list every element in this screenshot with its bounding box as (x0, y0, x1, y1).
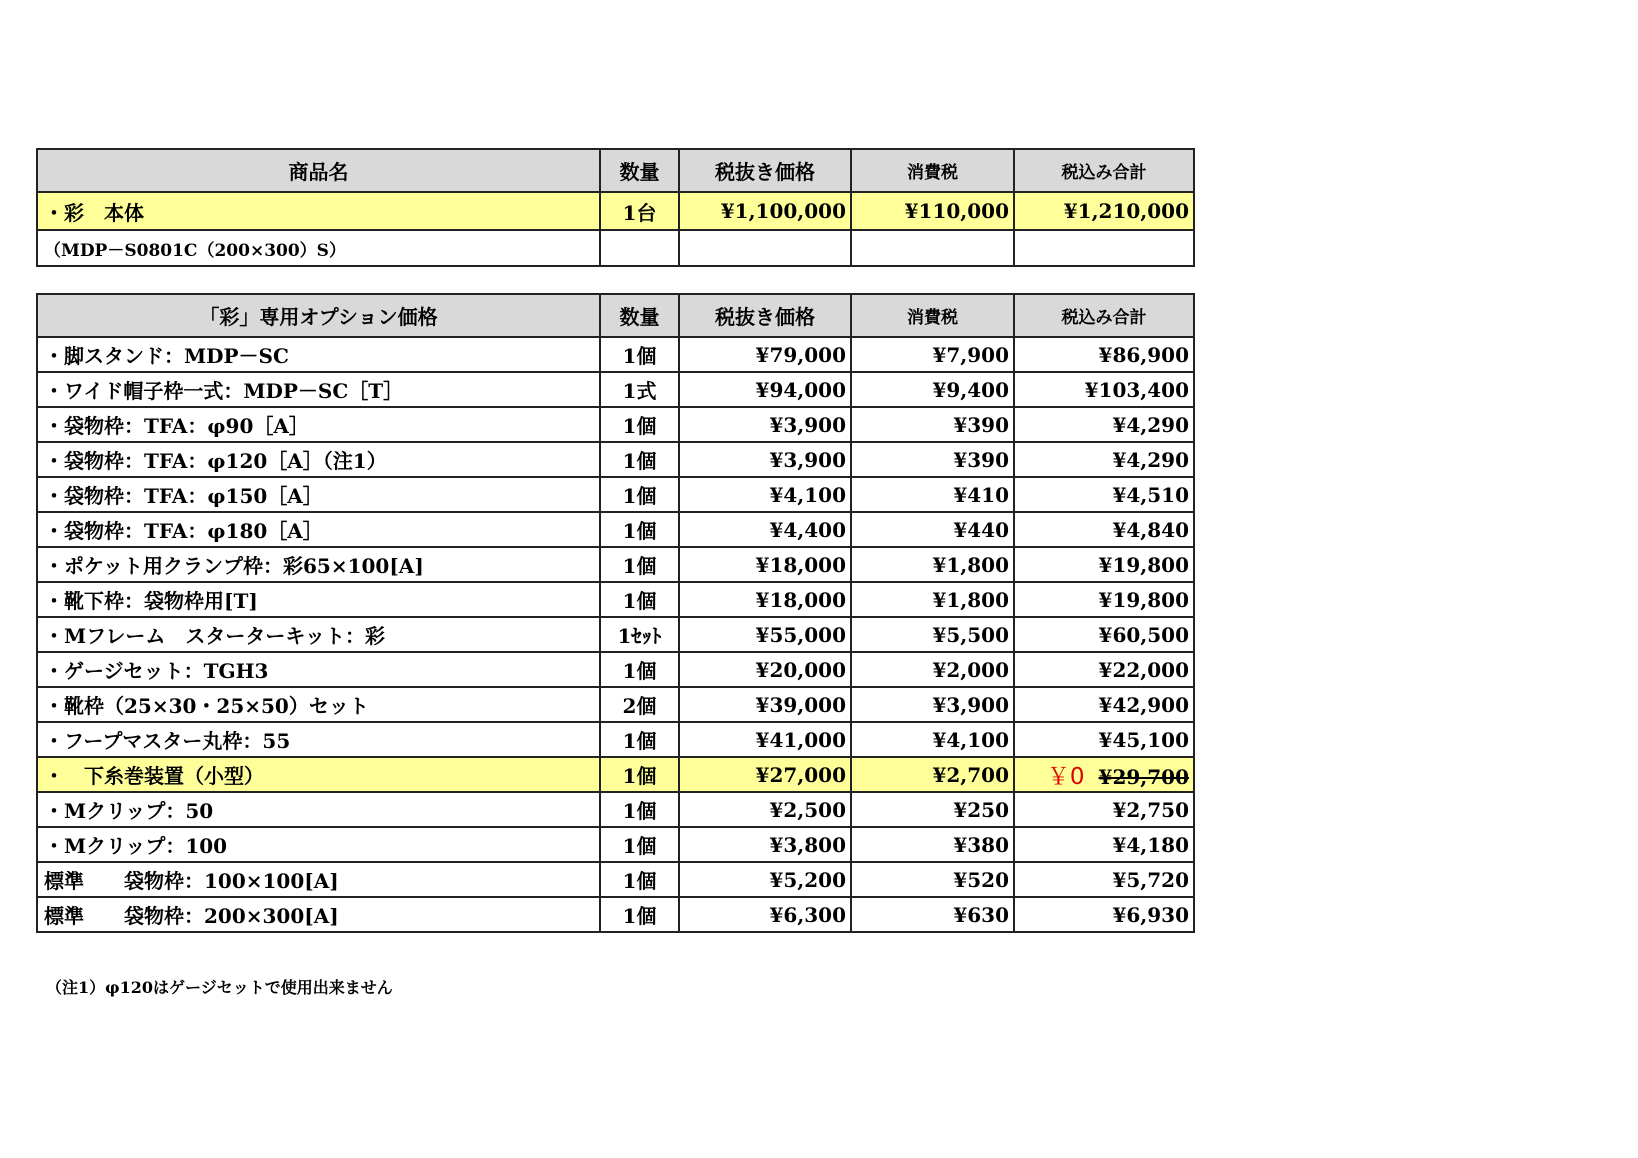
header-qty: 数量 (600, 149, 679, 192)
option-name: ・靴下枠：袋物枠用[T] (37, 582, 600, 617)
footnote: （注1）φ120はゲージセットで使用出来ません (46, 978, 393, 997)
option-total: ¥19,800 (1014, 547, 1194, 582)
option-price: ¥5,200 (679, 862, 851, 897)
option-name: ・袋物枠：TFA：φ90［A］ (37, 407, 600, 442)
option-total: ¥22,000 (1014, 652, 1194, 687)
option-qty: 1ｾｯﾄ (600, 617, 679, 652)
product-price: ¥1,100,000 (679, 192, 851, 230)
option-total: ¥19,800 (1014, 582, 1194, 617)
option-qty: 1個 (600, 862, 679, 897)
product-qty: 1台 (600, 192, 679, 230)
header-row (37, 294, 1194, 337)
option-qty: 1個 (600, 582, 679, 617)
header-total: 税込み合計 (1014, 294, 1194, 337)
product-table (36, 148, 1195, 267)
option-price: ¥4,400 (679, 512, 851, 547)
option-total: ¥6,930 (1014, 897, 1194, 932)
option-tax: ¥380 (851, 827, 1014, 862)
option-qty: 1個 (600, 792, 679, 827)
product-total: ¥1,210,000 (1014, 192, 1194, 230)
option-price: ¥2,500 (679, 792, 851, 827)
options-body (37, 792, 1194, 932)
option-tax: ¥2,700 (851, 757, 1014, 792)
header-qty: 数量 (600, 294, 679, 337)
zero-price: ￥0 (1046, 764, 1085, 790)
option-price: ¥79,000 (679, 337, 851, 372)
option-name: ・袋物枠：TFA：φ150［A］ (37, 477, 600, 512)
option-tax: ¥440 (851, 512, 1014, 547)
header-row (37, 149, 1194, 192)
header-option-name: 「彩」専用オプション価格 (37, 294, 600, 337)
options-table (36, 293, 1195, 933)
option-price: ¥3,800 (679, 827, 851, 862)
option-total: ¥103,400 (1014, 372, 1194, 407)
option-tax: ¥4,100 (851, 722, 1014, 757)
option-name: ・ 下糸巻装置（小型） (37, 757, 600, 792)
option-price: ¥3,900 (679, 442, 851, 477)
option-name: ・袋物枠：TFA：φ180［A］ (37, 512, 600, 547)
highlight-body (37, 757, 1194, 792)
option-qty: 1個 (600, 757, 679, 792)
option-price: ¥41,000 (679, 722, 851, 757)
option-name: ・袋物枠：TFA：φ120［A］（注1） (37, 442, 600, 477)
option-total (1014, 757, 1194, 792)
option-qty: 2個 (600, 687, 679, 722)
table-row (37, 722, 1194, 757)
option-tax: ¥390 (851, 407, 1014, 442)
option-tax: ¥410 (851, 477, 1014, 512)
option-name: ・ワイド帽子枠一式：MDP－SC［T］ (37, 372, 600, 407)
option-price: ¥39,000 (679, 687, 851, 722)
option-qty: 1個 (600, 722, 679, 757)
header-tax: 消費税 (851, 294, 1014, 337)
product-tax: ¥110,000 (851, 192, 1014, 230)
product-name: ・彩 本体 (37, 192, 600, 230)
table-row (37, 442, 1194, 477)
option-price: ¥4,100 (679, 477, 851, 512)
option-qty: 1個 (600, 337, 679, 372)
option-tax: ¥390 (851, 442, 1014, 477)
original-total: ¥29,700 (1098, 765, 1189, 789)
option-total: ¥4,510 (1014, 477, 1194, 512)
option-name: ・靴枠（25×30・25×50）セット (37, 687, 600, 722)
header-total: 税込み合計 (1014, 149, 1194, 192)
option-price: ¥27,000 (679, 757, 851, 792)
option-total: ¥60,500 (1014, 617, 1194, 652)
option-qty: 1個 (600, 407, 679, 442)
option-qty: 1式 (600, 372, 679, 407)
option-name: ・フープマスター丸枠：55 (37, 722, 600, 757)
table-row (37, 827, 1194, 862)
table-row (37, 617, 1194, 652)
table-row (37, 407, 1194, 442)
option-name: 標準 袋物枠：100×100[A] (37, 862, 600, 897)
options-body (37, 337, 1194, 757)
header-tax: 消費税 (851, 149, 1014, 192)
option-name: ・Mクリップ：50 (37, 792, 600, 827)
option-tax: ¥250 (851, 792, 1014, 827)
option-tax: ¥520 (851, 862, 1014, 897)
option-total: ¥4,290 (1014, 442, 1194, 477)
option-qty: 1個 (600, 512, 679, 547)
option-price: ¥18,000 (679, 582, 851, 617)
table-row (37, 192, 1194, 230)
option-price: ¥20,000 (679, 652, 851, 687)
option-total: ¥4,840 (1014, 512, 1194, 547)
table-row (37, 687, 1194, 722)
option-name: ・ポケット用クランプ枠：彩65×100[A] (37, 547, 600, 582)
option-qty: 1個 (600, 827, 679, 862)
empty-cell (679, 230, 851, 266)
option-name: ・脚スタンド：MDP－SC (37, 337, 600, 372)
table-row (37, 372, 1194, 407)
option-qty: 1個 (600, 652, 679, 687)
option-name: 標準 袋物枠：200×300[A] (37, 897, 600, 932)
option-qty: 1個 (600, 442, 679, 477)
option-price: ¥18,000 (679, 547, 851, 582)
table-row (37, 757, 1194, 792)
option-price: ¥94,000 (679, 372, 851, 407)
option-tax: ¥2,000 (851, 652, 1014, 687)
option-total: ¥4,290 (1014, 407, 1194, 442)
option-tax: ¥1,800 (851, 582, 1014, 617)
option-total: ¥86,900 (1014, 337, 1194, 372)
table-row (37, 652, 1194, 687)
table-row (37, 582, 1194, 617)
table-row (37, 547, 1194, 582)
header-price: 税抜き価格 (679, 294, 851, 337)
option-tax: ¥7,900 (851, 337, 1014, 372)
option-tax: ¥3,900 (851, 687, 1014, 722)
option-tax: ¥1,800 (851, 547, 1014, 582)
header-product-name: 商品名 (37, 149, 600, 192)
option-qty: 1個 (600, 897, 679, 932)
option-total: ¥2,750 (1014, 792, 1194, 827)
option-price: ¥55,000 (679, 617, 851, 652)
option-tax: ¥5,500 (851, 617, 1014, 652)
option-total: ¥5,720 (1014, 862, 1194, 897)
table-row (37, 512, 1194, 547)
table-row (37, 230, 1194, 266)
empty-cell (1014, 230, 1194, 266)
option-qty: 1個 (600, 547, 679, 582)
option-price: ¥6,300 (679, 897, 851, 932)
table-row (37, 897, 1194, 932)
option-total: ¥45,100 (1014, 722, 1194, 757)
option-name: ・Mクリップ：100 (37, 827, 600, 862)
product-model: （MDP－S0801C（200×300）S） (37, 230, 600, 266)
header-price: 税抜き価格 (679, 149, 851, 192)
table-row (37, 477, 1194, 512)
empty-cell (851, 230, 1014, 266)
option-name: ・ゲージセット：TGH3 (37, 652, 600, 687)
option-qty: 1個 (600, 477, 679, 512)
option-name: ・Mフレーム スターターキット：彩 (37, 617, 600, 652)
option-total: ¥42,900 (1014, 687, 1194, 722)
option-tax: ¥9,400 (851, 372, 1014, 407)
empty-cell (600, 230, 679, 266)
table-row (37, 792, 1194, 827)
table-row (37, 862, 1194, 897)
option-price: ¥3,900 (679, 407, 851, 442)
option-tax: ¥630 (851, 897, 1014, 932)
table-row (37, 337, 1194, 372)
option-total: ¥4,180 (1014, 827, 1194, 862)
